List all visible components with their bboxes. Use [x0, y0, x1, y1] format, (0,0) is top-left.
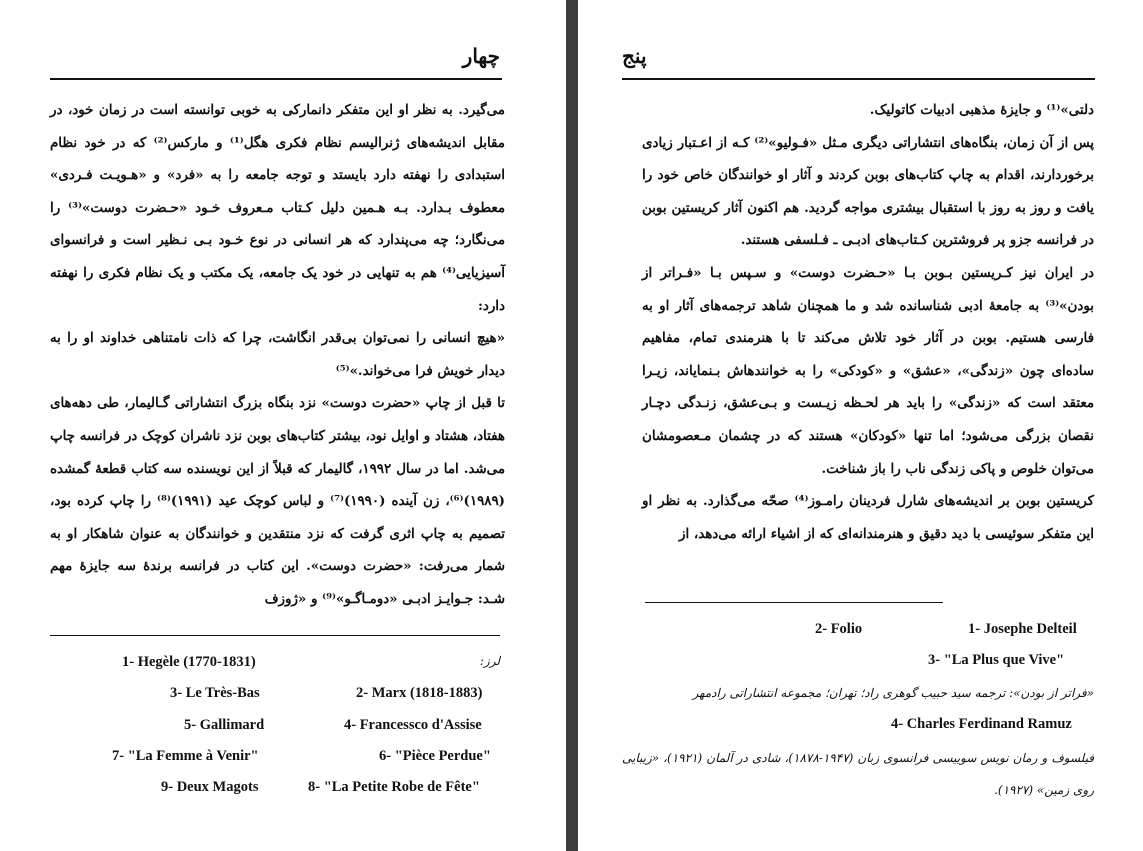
footnote-5: 5- Gallimard — [184, 717, 265, 733]
footnote-4: 4- Francessco d'Assise — [344, 717, 482, 733]
paragraph: پس از آن زمان، بنگاه‌های انتشاراتی دیگری مـثل «فـولیو»⁽²⁾ کـه از اعـتبار زیادی برخوردارند، اقدام به چاپ کتاب‌های بوبن کردند و آثار او خوانندگان خاص خود را یافت و روز به روز با استقبال بیشتری مواجه گردید. هم اکنون آثار کریستین بوبن در فرانسه جزو پر فروشترین کـتاب‌های ادبـی ـ فـلسفی هستند. — [642, 134, 1094, 249]
paragraph: می‌گیرد. به نظر او این متفکر دانمارکی به خوبی توانسته است در زمان خود، در مقابل اندیشه‌های ژنرالیسم نظام فکری هگل⁽¹⁾ و مارکس⁽²⁾ که در خود نظام استبدادی را نهفته دارد بایستد و توجه جامعه را به «فرد» و «هـویـت فـردی» معطوف بـدارد. بـه هـمین دلیل کـتاب مـعروف خـود «حـضرت دوست»⁽³⁾ را می‌نگارد؛ چه می‌پندارد که هر انسانی در نوع خـود بـی نـظیر است و فرانسوای آسیزیایی⁽⁴⁾ هم به تنهایی در خود یک جامعه، یک مکتب و یک نظام فکری را نهفته دارد: — [50, 102, 505, 314]
paragraph: دلتی»⁽¹⁾ و جایزهٔ مذهبی ادبیات کاتولیک. — [869, 102, 1094, 118]
footnote-3-persian: «فراتر از بودن»: ترجمه سید حبیب گوهری راد؛ تهران؛ مجموعه انتشاراتی رادمهر — [692, 686, 1094, 700]
footnote-rule — [645, 602, 943, 603]
paragraph: کریستین بوبن بر اندیشه‌های شارل فردینان رامـوز⁽⁴⁾ صحّه می‌گذارد. به نظر او این متفکر سوئیسی با دید دقیق و هنرمندانه‌ای که از اشیاء ارائه می‌دهد، از — [642, 493, 1094, 542]
footnote-4: 4- Charles Ferdinand Ramuz — [891, 716, 1072, 732]
footnote-1: 1- Josephe Delteil — [968, 621, 1077, 637]
footnote-9: 9- Deux Magots — [161, 779, 259, 795]
footnote-7: 7- "La Femme à Venir" — [112, 748, 259, 764]
left-page — [0, 0, 566, 851]
body-text — [642, 94, 1094, 550]
paragraph: در ایران نیز کـریستین بـوبن بـا «حـضرت دوست» و سـپس بـا «فـراتر از بودن»⁽³⁾ به جامعهٔ ادبی شناسانده شد و ما همچنان شاهد ترجمه‌های آثار او به فارسی هستیم. بوبن در آثار خود تلاش می‌کند تا با هنرمندی تمام، مفاهیم ساده‌ای چون «زندگی»، «عشق» و «کودکی» را به خوانندهاش بـنمایاند، زیـرا معتقد است که «زندگی» را باید هر لحـظه زیـست و بـی‌عشق، زنـدگی دچـار نقصان بزرگی می‌شود؛ اما تنها «کودکان» هستند که در چشمان مـعصومشان می‌توان خلوص و پاکی زندگی ناب را باز شناخت. — [642, 264, 1094, 477]
footnote-3: 3- "La Plus que Vive" — [928, 652, 1065, 668]
footnote-2: 2- Folio — [815, 621, 863, 637]
body-text — [50, 94, 505, 616]
quote-paragraph: «هیچ انسانی را نمی‌توان بی‌قدر انگاشت، چرا که ذات نامتناهی خداوند او را به دیدار خویش فرا می‌خواند.»⁽⁵⁾ — [50, 330, 505, 379]
footnote-2: 2- Marx (1818-1883) — [356, 685, 483, 701]
footnote-4-persian: فیلسوف و رمان نویس سوییسی فرانسوی زبان (۱۹۴۷-۱۸۷۸)، شادی در آلمان (۱۹۲۱)، «زیبایی روی زمین» (۱۹۲۷). — [622, 751, 1095, 797]
footnote-1: 1- Hegèle (1770-1831) — [122, 654, 256, 670]
footnote-label: لرز: — [479, 654, 500, 668]
page-header-title: چهار — [462, 44, 500, 68]
right-page — [578, 0, 1143, 851]
paragraph: تا قبل از چاپ «حضرت دوست» نزد بنگاه بزرگ انتشاراتی گـالیمار، طی دهه‌های هفتاد، هشتاد و اوایل نود، بیشتر کتاب‌های بوبن نزد ناشران کوچک در فرانسه چاپ می‌شد. اما در سال ۱۹۹۲، گالیمار که قبلاً از این نویسنده سه کتاب قطعهٔ گمشده (۱۹۸۹)⁽⁶⁾، زن آینده (۱۹۹۰)⁽⁷⁾ و لباس کوچک عید (۱۹۹۱)⁽⁸⁾ را چاپ کرده بود، تصمیم به چاپ اثری گرفت که نزد منتقدین و خوانندگان به عنوان شاهکار او به شمار می‌رفت: «حضرت دوست». این کتاب در فرانسه برندهٔ سه جایزهٔ مهم شـد: جـوایـز ادبـی «دومـاگـو»⁽⁹⁾ و «ژوزف — [50, 395, 505, 607]
footnote-8: 8- "La Petite Robe de Fête" — [308, 779, 480, 795]
footnote-3: 3- Le Très-Bas — [170, 685, 260, 701]
header-rule — [622, 78, 1095, 80]
footnote-6: 6- "Pièce Perdue" — [379, 748, 491, 764]
footnote-rule — [50, 635, 500, 636]
header-rule — [50, 78, 502, 80]
page-header-title: پنج — [622, 44, 647, 68]
book-spine — [566, 0, 578, 851]
